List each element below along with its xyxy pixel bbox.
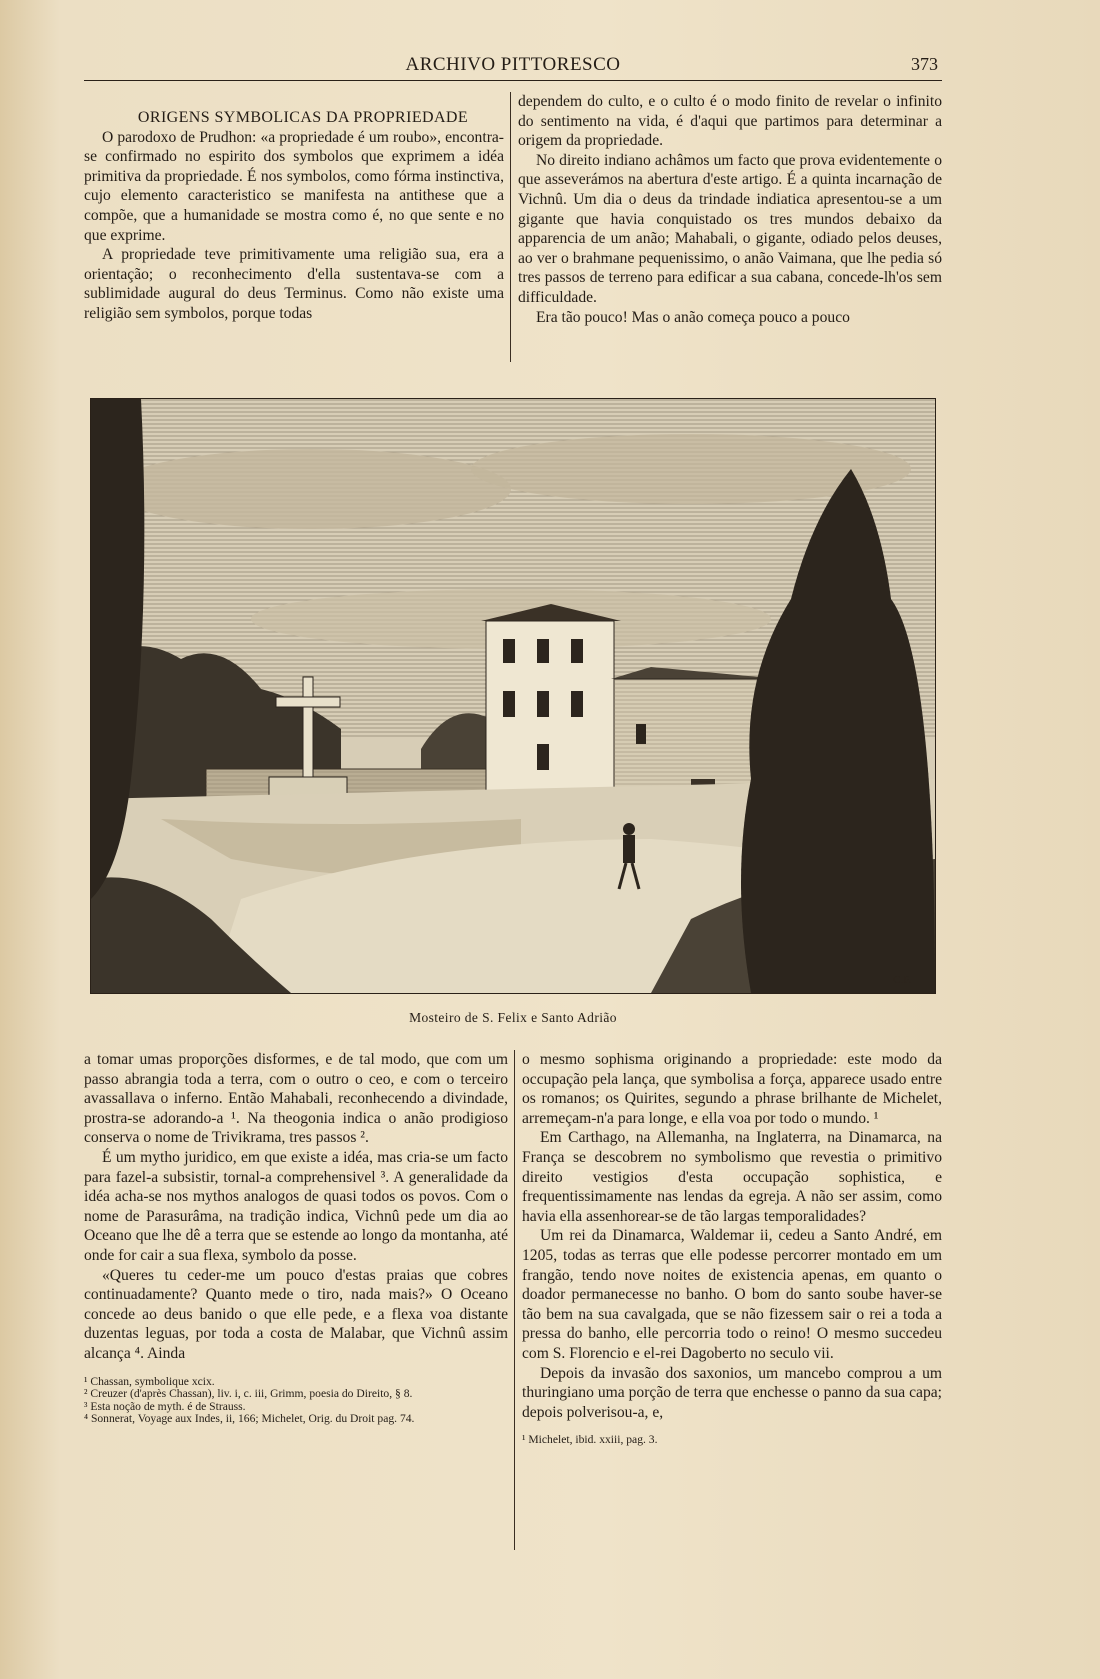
paragraph: «Queres tu ceder-me um pouco d'estas praias que cobres continuadamente? Quanto mede o tiro, nada mais?» O Oceano concede ao deus banido o que elle pede, e a flexa voa distante duzentas leguas, por toda a costa de Malabar, que Vichnû assim alcança ⁴. Ainda: [84, 1266, 508, 1362]
window: [537, 691, 549, 717]
window: [537, 639, 549, 663]
engraver-signature: C.P.: [893, 974, 911, 986]
footnote: ¹ Michelet, ibid. xxiii, pag. 3.: [522, 1433, 658, 1447]
window: [571, 639, 583, 663]
paragraph: Era tão pouco! Mas o anão começa pouco a pouco: [536, 308, 850, 326]
column-top-left: [84, 108, 504, 324]
column-top-right: [518, 92, 942, 327]
engraving-illustration: [90, 398, 936, 994]
window: [636, 724, 646, 744]
paragraph: Um rei da Dinamarca, Waldemar ii, cedeu a Santo André, em 1205, todas as terras que elle podesse percorrer montado em um frangão, tendo nove noites de existencia apenas, em quanto o doador permanecesse no banho. O bom do santo soube haver-se tão bem na sua cavalgada, que se não fizessem sair o rei a toda a pressa do banho, elle percorria todo o reino! O mesmo succedeu com S. Florencio e el-rei Dagoberto no seculo vii.: [522, 1227, 942, 1362]
page-number: 373: [911, 54, 938, 74]
window: [537, 744, 549, 770]
footnote: ¹ Chassan, symbolique xcix.: [84, 1374, 215, 1388]
paragraph: o mesmo sophisma originando a propriedade: este modo da occupação pela lança, que symbolisa a força, apparece usado entre os romanos; os Quirites, segundo a phrase brilhante de Michelet, arremeçam-n'a para longe, e ella voa por todo o mundo. ¹: [522, 1051, 942, 1127]
figure-body: [623, 835, 635, 863]
paragraph: A propriedade teve primitivamente uma religião sua, era a orientação; o reconhecimento d'ella sustentava-se com a sublimidade augural do deus Terminus. Como não existe uma religião sem symbolos, porque todas: [84, 246, 504, 322]
engraving-svg: [91, 399, 935, 993]
paragraph: dependem do culto, e o culto é o modo finito de revelar o infinito do sentimento na vida, é d'aqui que partimos para determinar a origem da propriedade.: [518, 93, 942, 150]
paragraph: É um mytho juridico, em que existe a idéa, mas cria-se um facto para fazel-a subsistir, tornal-a comprehensivel ³. A generalidade da idéa acha-se nos mythos analogos de quasi todos os povos. Com o nome de Parasurâma, na tradição indica, Vichnû pede um dia ao Oceano que lhe dê a terra que se estende ao longo da montanha, até onde for cair a sua flexa, symbolo da posse.: [84, 1148, 508, 1264]
footnotes: [522, 1434, 942, 1447]
window: [571, 691, 583, 717]
footnote: ⁴ Sonnerat, Voyage aux Indes, ii, 166; Michelet, Orig. du Droit pag. 74.: [84, 1412, 415, 1426]
column-divider: [514, 1050, 515, 1550]
column-bottom-right: [522, 1050, 942, 1447]
paragraph: No direito indiano achâmos um facto que prova evidentemente o que asseverámos na abertura d'este artigo. É a quinta incarnação de Vichnû. Um dia o deus da trindade indiatica apresentou-se a um gigante que havia conquistado os tres mundos debaixo da apparencia de um anão; Mahabali, o gigante, odiado pelos deuses, ao ver o brahmane pequenissimo, o anão Vaimana, que lhe pedia só tres passos de terreno para edificar a sua cabana, concede-lh'os sem difficuldade.: [518, 151, 942, 306]
running-head: [84, 50, 942, 81]
paragraph: Depois da invasão dos saxonios, um mancebo comprou a um thuringiano uma porção de terra que enchesse o panno da sua capa; depois polverisou-a, e,: [522, 1364, 942, 1421]
window: [503, 639, 515, 663]
paragraph: a tomar umas proporções disformes, e de tal modo, que com um passo abrangia toda a terra, com o outro o ceo, e com o terceiro avassallava o inferno. Então Mahabali, reconhecendo a divindade, prostra-se adorando-a ¹. Na theogonia indica o anão prodigioso conserva o nome de Trivikrama, tres passos ².: [84, 1051, 508, 1147]
column-divider: [510, 92, 511, 362]
figure-caption: Mosteiro de S. Felix e Santo Adrião: [409, 1010, 617, 1025]
figure-head: [623, 823, 635, 835]
cross-post: [303, 677, 313, 777]
column-bottom-left: [84, 1050, 508, 1426]
footnotes: [84, 1376, 508, 1426]
running-title: ARCHIVO PITTORESCO: [405, 54, 621, 75]
paragraph: Em Carthago, na Allemanha, na Inglaterra, na Dinamarca, na França se descobrem no symbolismo que revestia o primitivo direito vestigios d'esta occupação sophistica, e frequentissimamente nas lendas da egreja. A não ser assim, como havia ella assenhorear-se de tão largas temporalidades?: [522, 1129, 942, 1225]
cloud: [111, 449, 511, 529]
cross-beam: [276, 697, 340, 707]
footnote: ³ Esta noção de myth. é de Strauss.: [84, 1399, 246, 1413]
window: [503, 691, 515, 717]
paragraph: O parodoxo de Prudhon: «a propriedade é um roubo», encontra-se confirmado no espirito dos symbolos que exprimem a idéa primitiva da propriedade. É nos symbolos, como fórma instinctiva, cujo elemento caracteristico se manifesta na antithese que a compõe, que a humanidade se mostra como é, no que sente e no que exprime.: [84, 128, 504, 244]
footnote: ² Creuzer (d'après Chassan), liv. i, c. iii, Grimm, poesia do Direito, § 8.: [84, 1387, 413, 1401]
article-title: ORIGENS SYMBOLICAS DA PROPRIEDADE: [137, 109, 469, 126]
